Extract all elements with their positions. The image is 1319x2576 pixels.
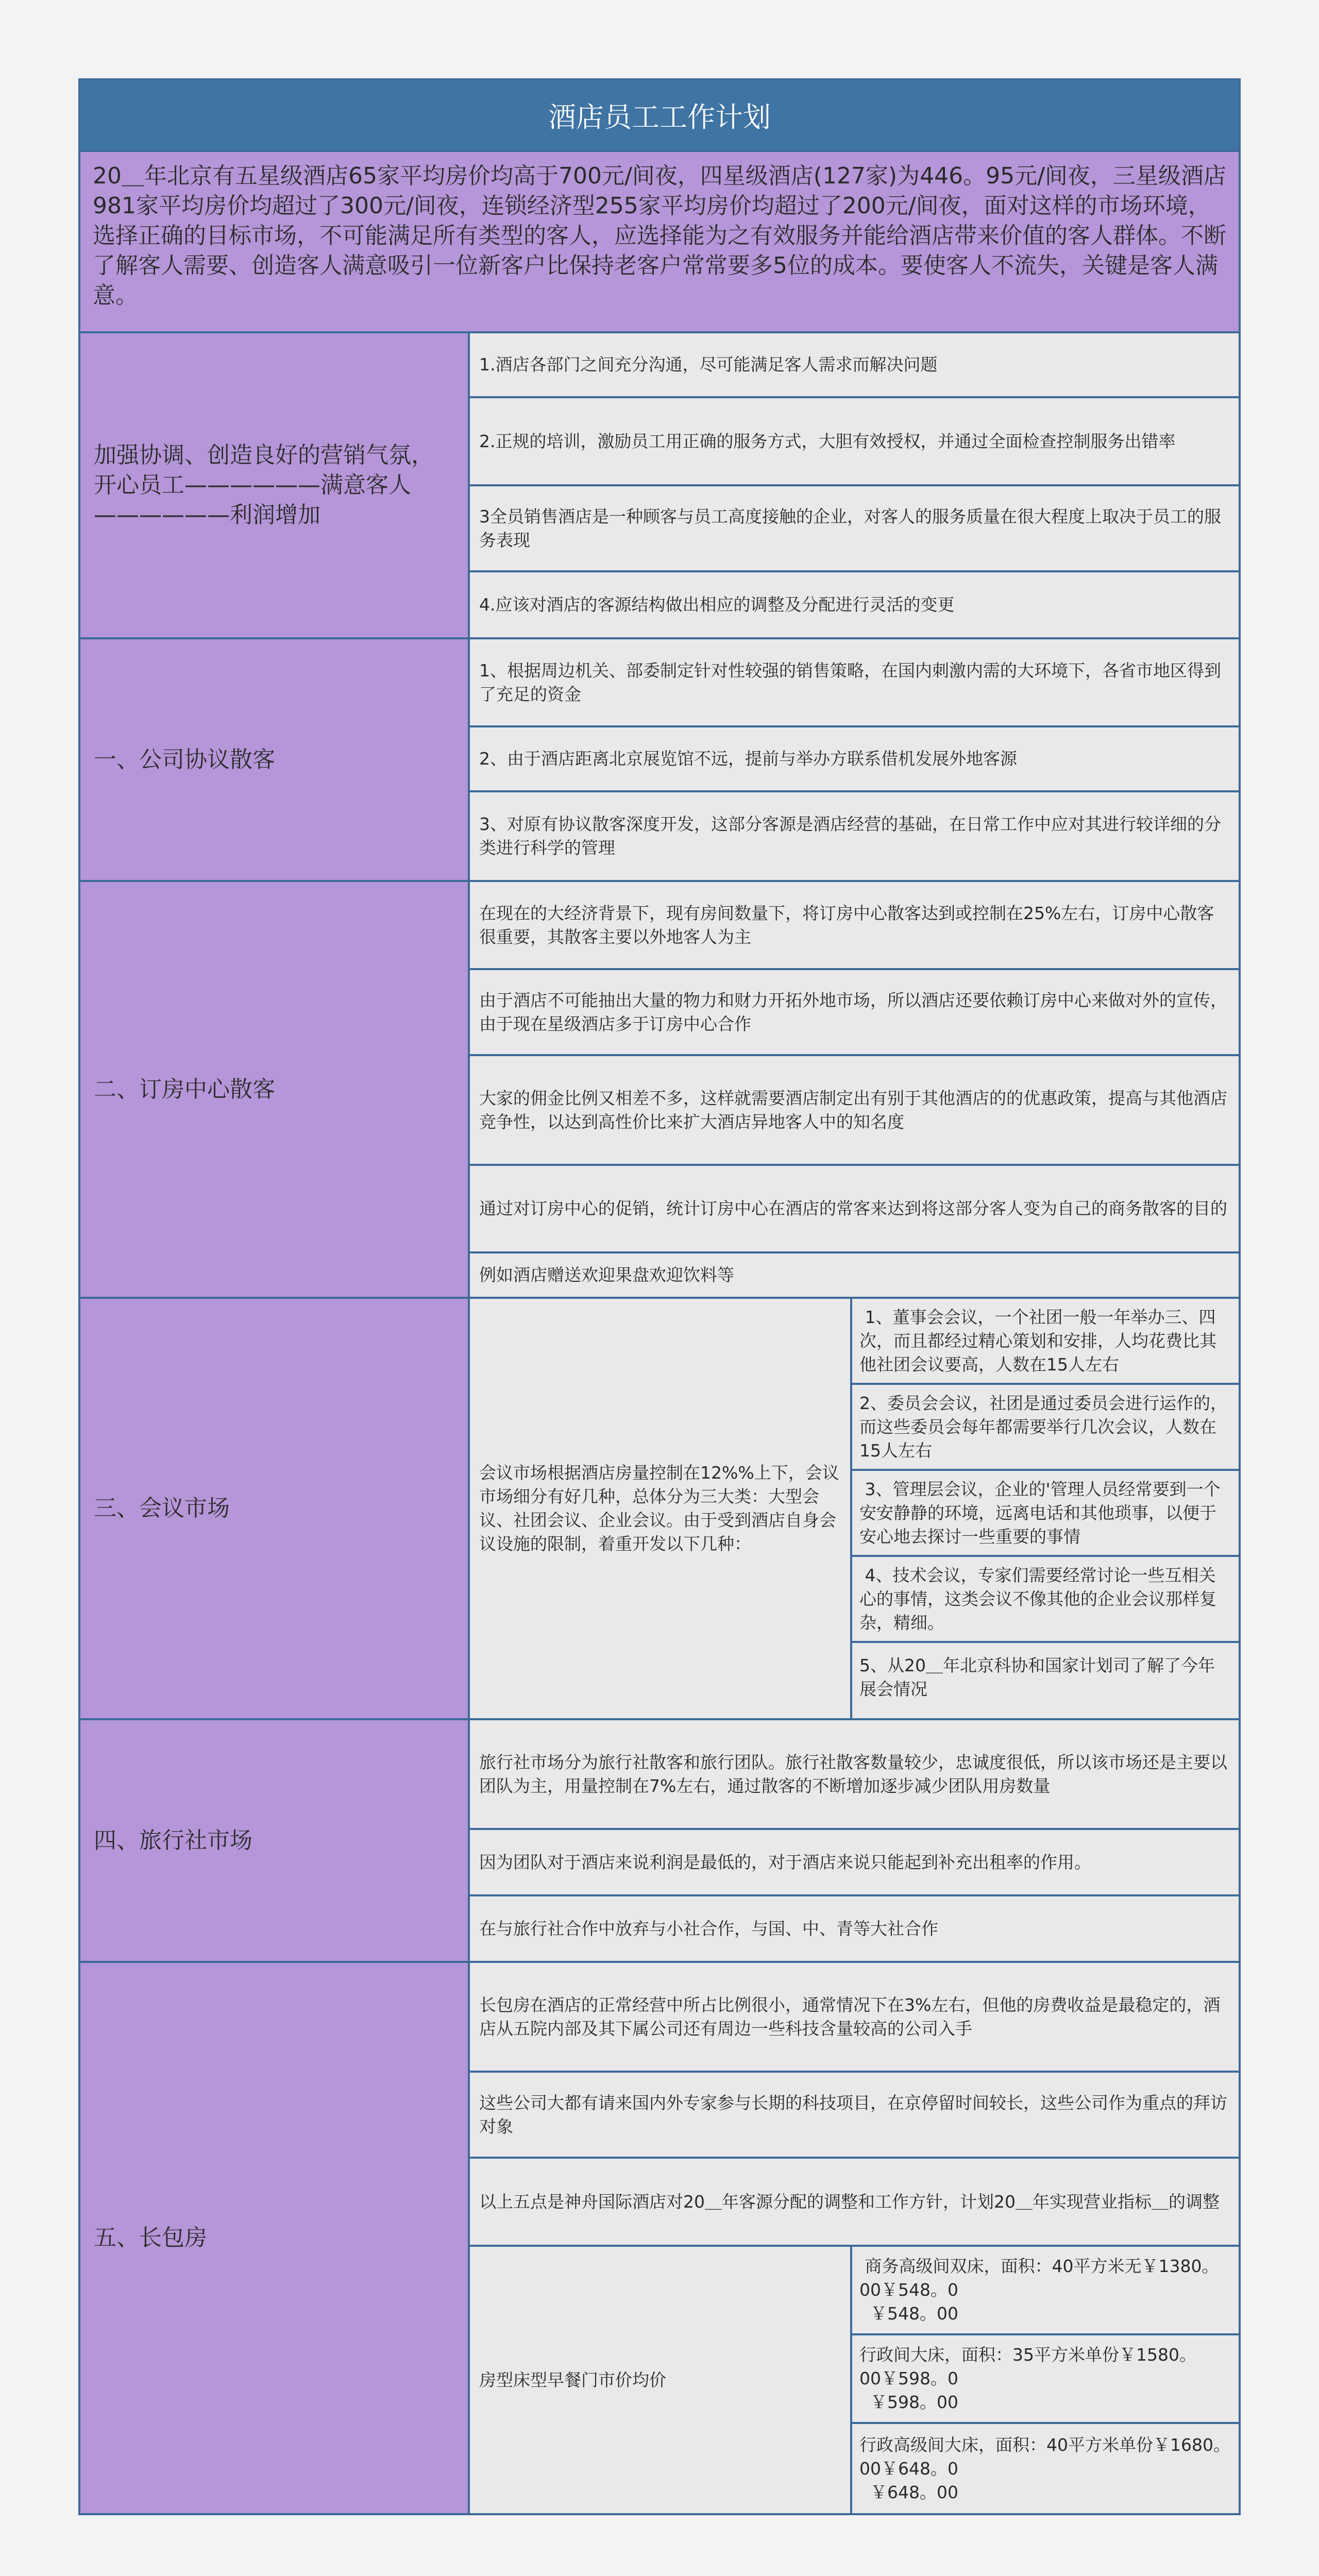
list-item: 这些公司大都有请来国内外专家参与长期的科技项目，在京停留时间较长，这些公司作为重点的拜访对象 <box>470 2073 1239 2159</box>
list-item: 3、对原有协议散客深度开发，这部分客源是酒店经营的基础，在日常工作中应对其进行较详细的分类进行科学的管理 <box>470 792 1239 880</box>
sub-item: 2、委员会会议，社团是通过委员会进行运作的，而这些委员会每年都需要举行几次会议，人数在15人左右 <box>852 1385 1239 1471</box>
section-meeting-market <box>80 1299 1239 1720</box>
list-item: 旅行社市场分为旅行社散客和旅行团队。旅行社散客数量较少，忠诚度很低，所以该市场还是主要以团队为主，用量控制在7%左右，通过散客的不断增加逐步减少团队用房数量 <box>470 1720 1239 1830</box>
list-item: 长包房在酒店的正常经营中所占比例很小，通常情况下在3%左右，但他的房费收益是最稳定的，酒店从五院内部及其下属公司还有周边一些科技含量较高的公司入手 <box>470 1963 1239 2073</box>
nested-row <box>470 1299 1239 1718</box>
sub-item: 4、技术会议，专家们需要经常讨论一些互相关心的事情，这类会议不像其他的企业会议那样复杂，精细。 <box>852 1557 1239 1643</box>
intro-text: 20＿年北京有五星级酒店65家平均房价均高于700元/间夜，四星级酒店(127家)为446。95元/间夜，三星级酒店981家平均房价均超过了300元/间夜，连锁经济型255家平均房价均超过了200元/间夜，面对这样的市场环境，选择正确的目标市场，不可能满足所有类型的客人，应选择能为之有效服务并能给酒店带来价值的客人群体。不断了解客人需要、创造客人满意吸引一位新客户比保持老客户常常要多5位的成本。要使客人不流失，关键是客人满意。 <box>80 152 1239 333</box>
list-item: 在与旅行社合作中放弃与小社合作，与国、中、青等大社合作 <box>470 1896 1239 1961</box>
section-booking-center <box>80 882 1239 1299</box>
section-label: 加强协调、创造良好的营销气氛，开心员工——————满意客人——————利润增加 <box>80 333 470 637</box>
list-item: 由于酒店不可能抽出大量的物力和财力开拓外地市场，所以酒店还要依赖订房中心来做对外的宣传，由于现在星级酒店多于订房中心合作 <box>470 970 1239 1056</box>
section-label: 二、订房中心散客 <box>80 882 470 1297</box>
list-item: 因为团队对于酒店来说利润是最低的，对于酒店来说只能起到补充出租率的作用。 <box>470 1830 1239 1896</box>
sub-item: 行政高级间大床，面积：40平方米单份￥1680。00￥648。0 ￥648。00 <box>852 2424 1239 2513</box>
sub-item: 商务高级间双床，面积：40平方米无￥1380。00￥548。0 ￥548。00 <box>852 2247 1239 2335</box>
section-long-stay <box>80 1963 1239 2513</box>
nested-row <box>470 2247 1239 2513</box>
sub-item: 1、董事会会议，一个社团一般一年举办三、四次，而且都经过精心策划和安排，人均花费比其他社团会议要高，人数在15人左右 <box>852 1299 1239 1385</box>
list-item: 4.应该对酒店的客源结构做出相应的调整及分配进行灵活的变更 <box>470 572 1239 637</box>
list-item: 以上五点是神舟国际酒店对20＿年客源分配的调整和工作方针，计划20＿年实现营业指标＿的调整 <box>470 2159 1239 2247</box>
list-item: 2.正规的培训，激励员工用正确的服务方式，大胆有效授权，并通过全面检查控制服务出错率 <box>470 398 1239 486</box>
list-item: 1.酒店各部门之间充分沟通，尽可能满足客人需求而解决问题 <box>470 333 1239 398</box>
nested-topic: 房型床型早餐门市价均价 <box>470 2247 852 2513</box>
section-label: 五、长包房 <box>80 1963 470 2513</box>
sub-item: 5、从20＿年北京科协和国家计划司了解了今年展会情况 <box>852 1643 1239 1712</box>
nested-topic: 会议市场根据酒店房量控制在12%%上下，会议市场细分有好几种，总体分为三大类：大型会议、社团会议、企业会议。由于受到酒店自身会议设施的限制，着重开发以下几种： <box>470 1299 852 1718</box>
list-item: 通过对订房中心的促销，统计订房中心在酒店的常客来达到将这部分客人变为自己的商务散客的目的 <box>470 1166 1239 1253</box>
page-title: 酒店员工工作计划 <box>80 80 1239 152</box>
sub-item: 行政间大床，面积：35平方米单份￥1580。00￥598。0 ￥598。00 <box>852 2335 1239 2424</box>
mind-table <box>78 78 1241 2515</box>
list-item: 1、根据周边机关、部委制定针对性较强的销售策略，在国内刺激内需的大环境下，各省市地区得到了充足的资金 <box>470 639 1239 727</box>
section-label: 一、公司协议散客 <box>80 639 470 880</box>
list-item: 2、由于酒店距离北京展览馆不远，提前与举办方联系借机发展外地客源 <box>470 727 1239 792</box>
section-travel-agency <box>80 1720 1239 1963</box>
list-item: 在现在的大经济背景下，现有房间数量下，将订房中心散客达到或控制在25%左右，订房中心散客很重要，其散客主要以外地客人为主 <box>470 882 1239 970</box>
section-label: 四、旅行社市场 <box>80 1720 470 1961</box>
sub-item: 3、管理层会议，企业的'管理人员经常要到一个安安静静的环境，远离电话和其他琐事，以便于安心地去探讨一些重要的事情 <box>852 1471 1239 1557</box>
list-item: 例如酒店赠送欢迎果盘欢迎饮料等 <box>470 1253 1239 1297</box>
list-item: 大家的佣金比例又相差不多，这样就需要酒店制定出有别于其他酒店的的优惠政策，提高与其他酒店竞争性，以达到高性价比来扩大酒店异地客人中的知名度 <box>470 1056 1239 1166</box>
list-item: 3全员销售酒店是一种顾客与员工高度接触的企业，对客人的服务质量在很大程度上取决于员工的服务表现 <box>470 486 1239 572</box>
section-corporate-guests <box>80 639 1239 882</box>
section-label: 三、会议市场 <box>80 1299 470 1718</box>
section-coordination <box>80 333 1239 639</box>
